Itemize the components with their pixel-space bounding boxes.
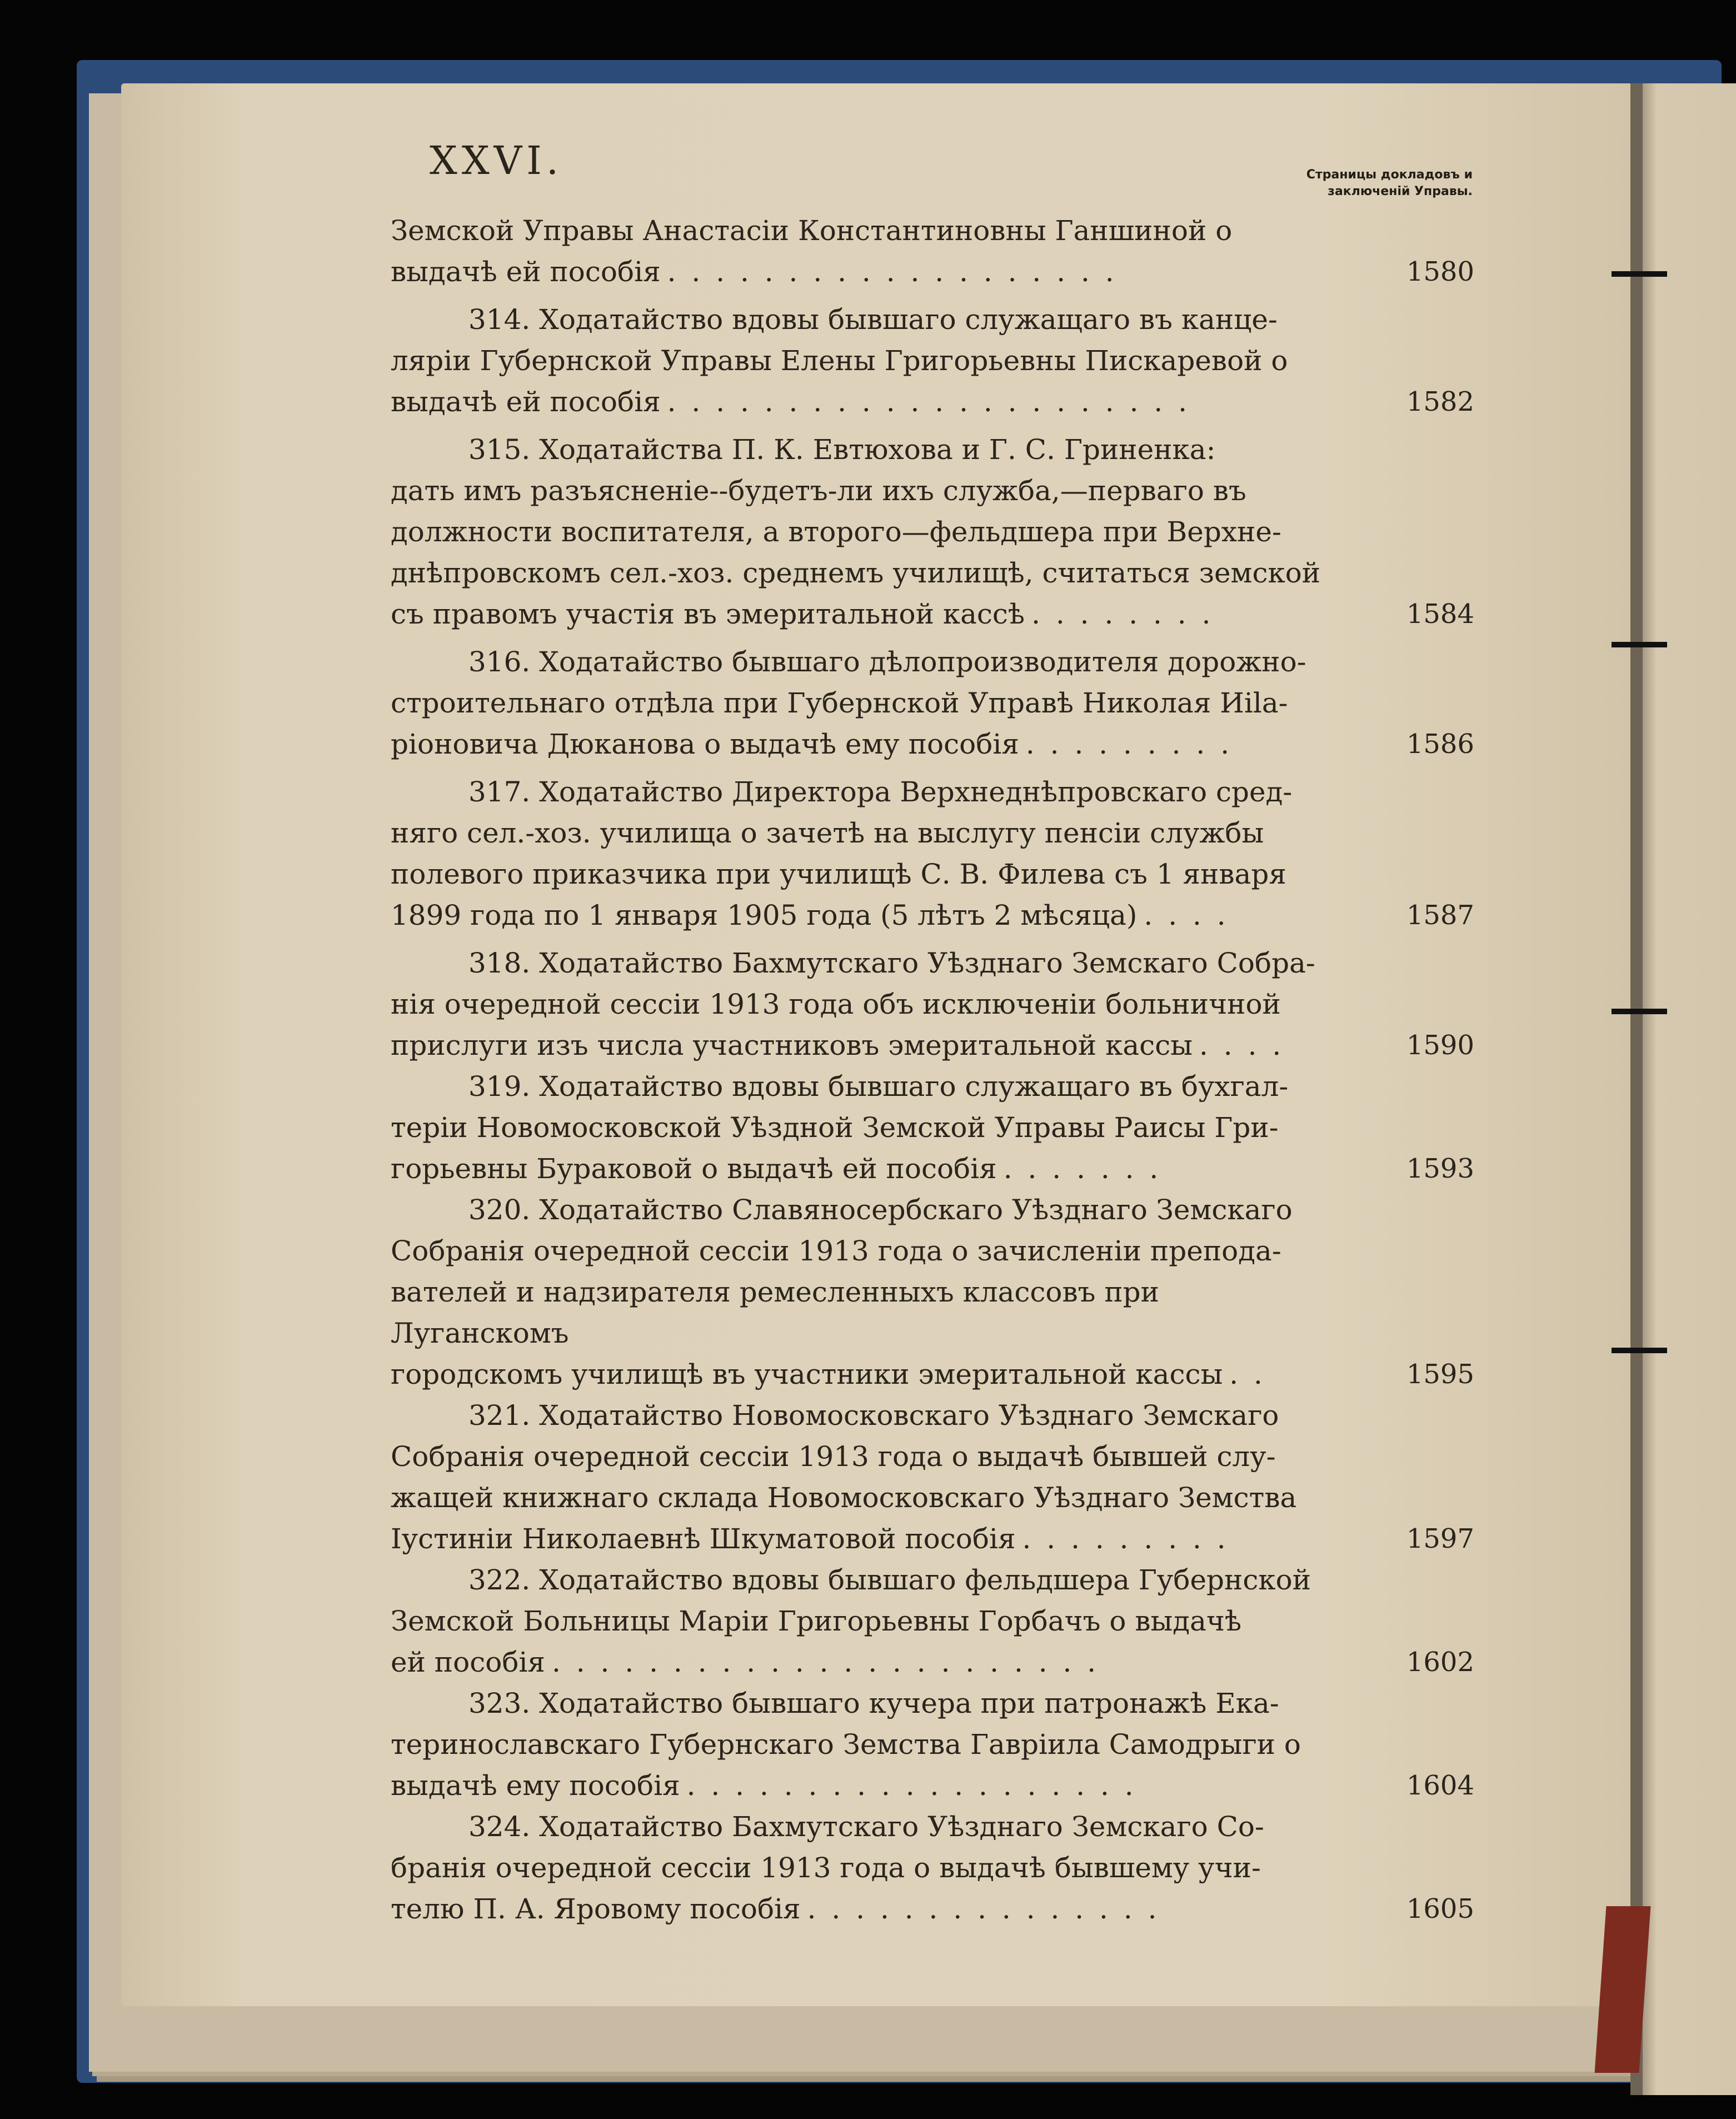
- toc-entry: [391, 943, 1474, 1066]
- toc-page-number: 1595: [1406, 1359, 1474, 1390]
- page-number: XXVI.: [430, 138, 563, 183]
- toc-entry: [391, 1559, 1474, 1683]
- binding-thread: [1612, 1009, 1667, 1014]
- toc-page-number: 1593: [1406, 1153, 1474, 1184]
- dot-leader: . . . . . . . . . . . . . . . . . . . . . . .: [551, 1646, 1100, 1678]
- binding-thread: [1612, 642, 1667, 647]
- book-gutter: [1630, 83, 1643, 2095]
- dot-leader: . . . . . . . . . . . . . . . . . . .: [667, 256, 1118, 288]
- column-header-line: заключеній Управы.: [1328, 185, 1473, 198]
- toc-page-number: 1586: [1406, 729, 1474, 760]
- toc-page-number: 1590: [1406, 1030, 1474, 1061]
- column-header: [1195, 167, 1473, 200]
- dot-leader: . . . . . . . .: [1031, 598, 1214, 630]
- toc-entry-text: 323. Ходатайство бывшаго кучера при патронажѣ Ека- теринославскаго Губернскаго Земства Гавріила Самодрыги о выдачѣ ему пособія . . . . . . . . . . . . . . . . . . .: [391, 1687, 1301, 1802]
- toc-page-number: 1602: [1406, 1647, 1474, 1678]
- toc-entry: [391, 429, 1474, 635]
- dot-leader: . . . .: [1199, 1029, 1285, 1061]
- toc-entry: [391, 1806, 1474, 1929]
- dot-leader: . . . . . . .: [1003, 1153, 1162, 1185]
- column-header-line: Страницы докладовъ и: [1306, 168, 1473, 182]
- table-of-contents: [391, 210, 1474, 1929]
- dot-leader: . . . . . . . . . . . . . . . . . . . . . .: [667, 386, 1191, 418]
- facing-page: [1639, 83, 1736, 2095]
- toc-entry-text: 318. Ходатайство Бахмутскаго Уѣзднаго Земскаго Собра- нія очередной сессіи 1913 года объ исключеніи больничной прислуги изъ числа участниковъ эмеритальной кассы . . . .: [391, 947, 1315, 1061]
- dot-leader: . . . . . . . . .: [1022, 1523, 1229, 1555]
- toc-entry: [391, 641, 1474, 765]
- toc-page-number: 1584: [1406, 599, 1474, 630]
- toc-entry: [391, 771, 1474, 936]
- toc-entry-text: 315. Ходатайства П. К. Евтюхова и Г. С. Гриненка: дать имъ разъясненіе--будетъ-ли ихъ служба,—перваго въ должности воспитателя, а второго—фельдшера при Верхне- днѣпровскомъ сел.-хоз. среднемъ училищѣ, считаться земской съ правомъ участія въ эмеритальной кассѣ . . . . . . . .: [391, 433, 1321, 630]
- toc-page-number: 1582: [1406, 386, 1474, 417]
- toc-entry: [391, 210, 1474, 292]
- dot-leader: . . . .: [1144, 899, 1229, 931]
- toc-entry-text: 321. Ходатайство Новомосковскаго Уѣзднаго Земскаго Собранія очередной сессіи 1913 года о выдачѣ бывшей слу- жащей книжнаго склада Новомосковскаго Уѣзднаго Земства Іустиніи Николаевнѣ Шкуматовой пособія . . . . . . . . .: [391, 1399, 1297, 1555]
- toc-entry-text: 316. Ходатайство бывшаго дѣлопроизводителя дорожно- строительнаго отдѣла при Губернской Управѣ Николая Иila- ріоновича Дюканова о выдачѣ ему пособія . . . . . . . . .: [391, 646, 1306, 760]
- dot-leader: . .: [1229, 1358, 1266, 1390]
- dot-leader: . . . . . . . . . . . . . . . . . . .: [686, 1769, 1137, 1802]
- toc-entry: [391, 1189, 1474, 1395]
- toc-page-number: 1597: [1406, 1523, 1474, 1554]
- toc-entry: [391, 299, 1474, 422]
- toc-entry-text: 319. Ходатайство вдовы бывшаго служащаго въ бухгал- теріи Новомосковской Уѣздной Земской Управы Раисы Гри- горьевны Бураковой о выдачѣ ей пособія . . . . . . .: [391, 1070, 1289, 1185]
- toc-entry-text: 314. Ходатайство вдовы бывшаго служащаго въ канце- ляріи Губернской Управы Елены Григорьевны Пискаревой о выдачѣ ей пособія . . . . . . . . . . . . . . . . . . . . . .: [391, 303, 1288, 418]
- toc-entry-text: 324. Ходатайство Бахмутскаго Уѣзднаго Земскаго Со- бранія очередной сессіи 1913 года о выдачѣ бывшему учи- телю П. А. Яровому пособія . . . . . . . . . . . . . . .: [391, 1811, 1264, 1925]
- toc-entry-text: 320. Ходатайство Славяносербскаго Уѣзднаго Земскаго Собранія очередной сессіи 1913 года о зачисленіи препода- вателей и надзирателя ремесленныхъ классовъ при Луганскомъ городскомъ училищѣ въ участники эмеритальной кассы . .: [391, 1194, 1293, 1390]
- toc-entry-text: 317. Ходатайство Директора Верхнеднѣпровскаго сред- няго сел.-хоз. училища о зачетѣ на выслугу пенсіи службы полевого приказчика при училищѣ С. В. Филева съ 1 января 1899 года по 1 января 1905 года (5 лѣтъ 2 мѣсяца) . . . .: [391, 776, 1293, 931]
- toc-entry: [391, 1683, 1474, 1806]
- toc-page-number: 1604: [1406, 1770, 1474, 1801]
- binding-thread: [1612, 271, 1667, 277]
- binding-thread: [1612, 1348, 1667, 1353]
- toc-page-number: 1605: [1406, 1893, 1474, 1924]
- toc-page-number: 1580: [1406, 256, 1474, 287]
- dot-leader: . . . . . . . . .: [1025, 728, 1233, 760]
- toc-entry: [391, 1395, 1474, 1559]
- toc-entry-text: Земской Управы Анастасіи Константиновны Ганшиной о выдачѣ ей пособія . . . . . . . . . . . . . . . . . . .: [391, 215, 1233, 288]
- toc-entry: [391, 1066, 1474, 1189]
- toc-entry-text: 322. Ходатайство вдовы бывшаго фельдшера Губернской Земской Больницы Маріи Григорьевны Горбачъ о выдачѣ ей пособія . . . . . . . . . . . . . . . . . . . . . . .: [391, 1564, 1311, 1678]
- dot-leader: . . . . . . . . . . . . . . .: [807, 1893, 1160, 1925]
- toc-page-number: 1587: [1406, 900, 1474, 931]
